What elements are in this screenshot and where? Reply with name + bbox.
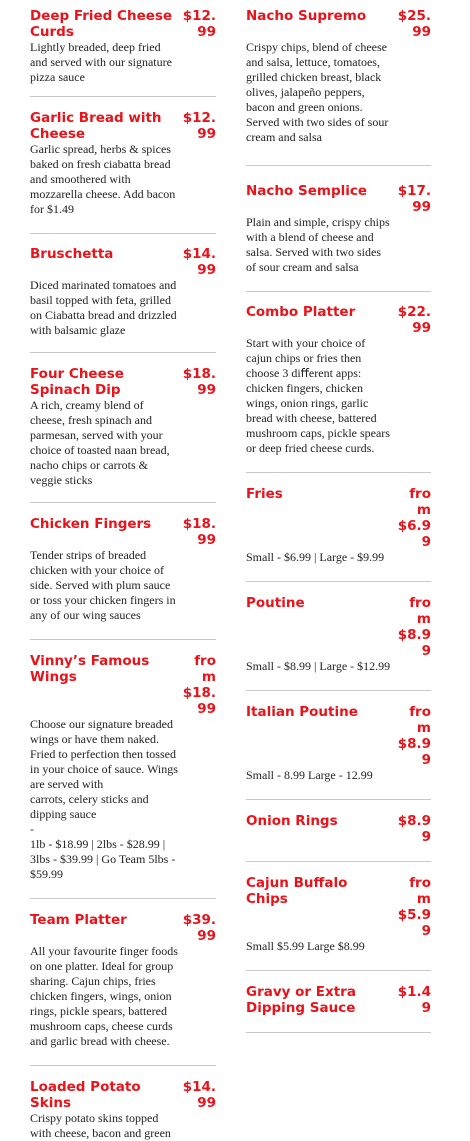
menu-item-bruschetta [30,234,216,353]
menu-item-cajun-buffalo-chips [246,862,431,971]
menu-item-description: Lightly breaded, deep fried and served with our signature pizza sauce [30,40,172,84]
menu-item-name: Loaded Potato Skins [30,1079,141,1111]
menu-item-description: Small - $6.99 | Large - $9.99 [246,550,385,564]
menu-item-loaded-potato-skins [30,1066,216,1141]
menu-item-price: $17.99 [397,183,431,215]
menu-item-price: $12.99 [182,8,216,40]
menu-item-italian-poutine [246,691,431,800]
menu-item-description: Tender strips of breaded chicken with your choice of side. Served with plum sauce or toss your chicken fingers in any of our wing sauces [30,548,176,622]
menu-item-name: Vinny’s Famous Wings [30,653,150,685]
menu-item-deep-fried-cheese-curds [30,8,216,97]
menu-item-description: Start with your choice of cajun chips or fries then choose 3 diﬀerent apps: chicken fingers, chicken wings, onion rings, garlic bread with cheese, battered mushroom caps, pickle spears or deep fried cheese curds. [246,336,390,455]
menu-item-header [30,653,216,717]
menu-item-combo-platter [246,292,431,473]
menu-item-name: Team Platter [30,912,127,928]
menu-item-gravy-or-extra-dipping-sauce [246,971,431,1033]
menu-item-price: $12.99 [182,110,216,142]
menu-item-header [30,516,216,548]
menu-item-description: Crispy chips, blend of cheese and salsa, lettuce, tomatoes, grilled chicken breast, black olives, jalapeño peppers, bacon and green onions. Served with two sides of sour cream and salsa [246,40,389,144]
menu-column-left [30,8,216,1141]
menu-item-price: $22.99 [397,304,431,336]
menu-item-description: A rich, creamy blend of cheese, fresh spinach and parmesan, served with your choice of toasted naan bread, nacho chips or carrots & veggie sticks [30,398,170,487]
menu-item-header [30,110,216,142]
menu-item-header [246,486,431,550]
menu-item-header [246,8,431,40]
menu-item-description: Small - $8.99 | Large - $12.99 [246,659,391,673]
menu-item-description: Small $5.99 Large $8.99 [246,939,365,953]
menu-item-header [246,595,431,659]
menu-item-price: $18.99 [182,516,216,548]
menu-item-price: from $5.99 [397,875,431,939]
menu-item-name: Four Cheese Spinach Dip [30,366,124,398]
menu-item-price: $39.99 [182,912,216,944]
menu-item-header [246,704,431,768]
menu-item-team-platter [30,899,216,1066]
menu-item-name: Chicken Fingers [30,516,152,532]
menu-item-chicken-fingers [30,503,216,640]
menu-item-price: from $8.99 [397,704,431,768]
menu-item-price: from $6.99 [397,486,431,550]
menu-item-garlic-bread-with-cheese [30,97,216,234]
menu-item-name: Nacho Supremo [246,8,367,24]
menu-item-header [30,1079,216,1111]
menu-item-price: $18.99 [182,366,216,398]
menu-item-onion-rings [246,800,431,862]
menu-item-name: Fries [246,486,283,502]
menu-item-description: Small - 8.99 Large - 12.99 [246,768,373,782]
menu-item-header [246,984,431,1016]
menu-item-nacho-supremo [246,8,431,166]
menu-item-name: Italian Poutine [246,704,358,720]
menu-item-header [246,304,431,336]
menu-item-price: $14.99 [182,1079,216,1111]
menu-item-description: Crispy potato skins topped with cheese, bacon and green [30,1111,171,1140]
menu-item-price: from $18.99 [182,653,216,717]
menu-item-price: $25.99 [397,8,431,40]
menu-item-price: from $8.99 [397,595,431,659]
menu-item-header [246,875,431,939]
menu-item-description: Garlic spread, herbs & spices baked on fresh ciabatta bread and smoothered with mozzarella cheese. Add bacon for $1.49 [30,142,176,216]
menu-item-name: Garlic Bread with Cheese [30,110,162,142]
menu-item-name: Poutine [246,595,305,611]
menu-item-price: $8.99 [397,813,431,845]
menu-item-description: Diced marinated tomatoes and basil topped with feta, grilled on Ciabatta bread and drizzled with balsamic glaze [30,278,177,337]
menu-item-price: $1.49 [397,984,431,1016]
menu-item-header [30,246,216,278]
menu-item-header [30,366,216,398]
menu-item-name: Onion Rings [246,813,338,829]
menu-item-fries [246,473,431,582]
menu-item-description: Plain and simple, crispy chips with a blend of cheese and salsa. Served with two sides of sour cream and salsa [246,215,390,274]
menu-item-name: Nacho Semplice [246,183,368,199]
menu-column-right [246,8,431,1033]
menu-item-header [246,813,431,845]
menu-item-four-cheese-spinach-dip [30,353,216,503]
menu-item-header [30,8,216,40]
menu-item-nacho-semplice [246,166,431,292]
menu-item-name: Cajun Buffalo Chips [246,875,348,907]
menu-item-name: Combo Platter [246,304,356,320]
menu-item-description: All your favourite finger foods on one platter. Ideal for group sharing. Cajun chips, fries chicken fingers, wings, onion rings, pickle spears, battered mushroom caps, cheese curds and garlic bread with cheese. [30,944,178,1048]
menu-item-price: $14.99 [182,246,216,278]
menu-item-description: Choose our signature breaded wings or have them naked. Fried to perfection then tossed in your choice of sauce. Wings are served with carrots, celery sticks and dipping sauce - 1lb - $18.99 | 2lbs - $28.99 | 3lbs - $39.99 | Go Team 5lbs - $59.99 [30,717,178,881]
menu-item-vinny-s-famous-wings [30,640,216,899]
menu-item-header [246,183,431,215]
menu-item-name: Bruschetta [30,246,114,262]
menu-item-poutine [246,582,431,691]
menu-item-name: Gravy or Extra Dipping Sauce [246,984,356,1016]
menu-item-name: Deep Fried Cheese Curds [30,8,173,40]
menu-item-header [30,912,216,944]
